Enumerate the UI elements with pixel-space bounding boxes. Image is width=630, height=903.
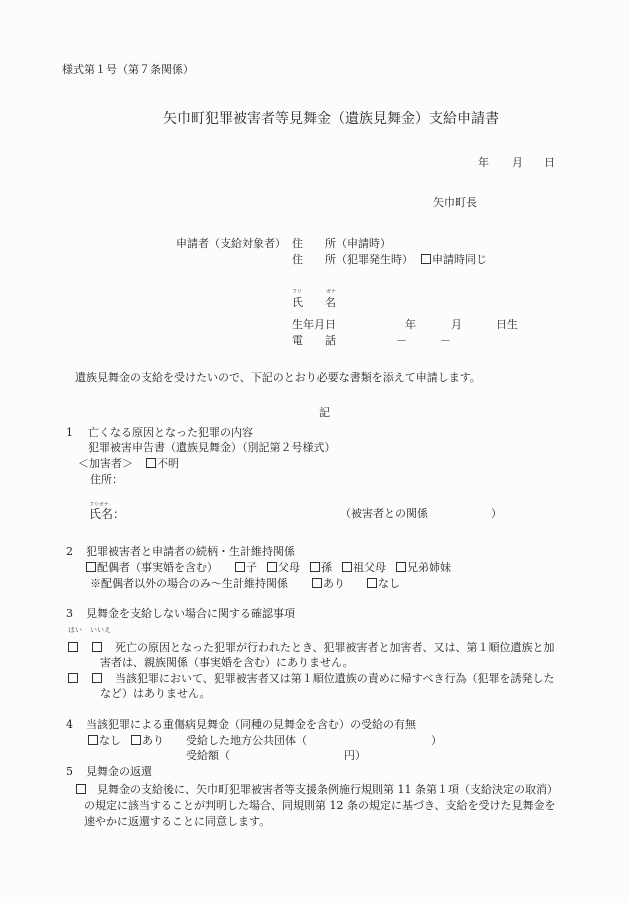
parents-label: 父母	[278, 561, 300, 574]
confirm-item-1-line-2: 害者は、親族関係（事実婚を含む）にありません。	[100, 656, 354, 669]
relationship-option-grandchild[interactable]	[310, 561, 332, 574]
perpetrator-unknown-label: 不明	[157, 457, 179, 470]
injury-none-option[interactable]	[88, 734, 121, 748]
phone-separator-2: －	[440, 334, 451, 347]
relationship-option-child[interactable]	[235, 561, 257, 574]
livelihood-yes-label: あり	[323, 577, 345, 590]
date-year-label: 年	[478, 156, 489, 169]
injury-none-label: なし	[99, 734, 121, 747]
birthdate-label: 生年月日	[292, 318, 336, 331]
perpetrator-unknown-option[interactable]	[146, 457, 179, 471]
address-current-label-2: 所（申請時）	[325, 237, 391, 250]
siblings-label: 兄弟姉妹	[407, 561, 451, 574]
confirm-item-1-no-checkbox-wrap[interactable]	[92, 641, 103, 655]
spouse-label: 配偶者（事実婚を含む）	[97, 561, 218, 574]
applicant-name-label-1: 氏	[292, 296, 303, 309]
form-number: 様式第１号（第７条関係）	[62, 63, 194, 76]
org-label: 受給した地方公共団体（	[186, 734, 307, 747]
relationship-option-spouse[interactable]	[86, 561, 218, 574]
spouse-checkbox[interactable]	[86, 562, 96, 572]
injury-exists-option[interactable]	[131, 734, 164, 748]
refund-consent-checkbox[interactable]	[76, 784, 86, 794]
name-ruby-1: フリ	[292, 289, 302, 295]
section-4-number: 4	[66, 718, 73, 731]
section-3-heading: 見舞金を支給しない場合に関する確認事項	[86, 607, 295, 620]
relation-label: （被害者との関係	[340, 507, 428, 520]
birth-year-label: 年	[405, 318, 416, 331]
perpetrator-label: ＜加害者＞	[78, 457, 133, 470]
phone-label-2: 話	[325, 334, 336, 347]
confirm-item-2-line-1: 当該犯罪において、犯罪被害者又は第１順位遺族の責めに帰すべき行為（犯罪を誘発した	[115, 672, 555, 685]
same-as-application-label: 申請時同じ	[432, 253, 487, 266]
confirm-item-2-no-checkbox[interactable]	[92, 673, 102, 683]
page-title: 矢巾町犯罪被害者等見舞金（遺族見舞金）支給申請書	[163, 111, 499, 127]
livelihood-no-label: なし	[378, 577, 400, 590]
amount-unit: 円）	[344, 749, 366, 762]
grandchild-label: 孫	[321, 561, 332, 574]
same-as-application-checkbox[interactable]	[421, 254, 431, 264]
relationship-option-parents[interactable]	[267, 561, 300, 574]
address-current-label-1: 住	[292, 237, 303, 250]
grandparents-label: 祖父母	[353, 561, 386, 574]
section-2-heading: 犯罪被害者と申請者の続柄・生計維持関係	[86, 545, 295, 558]
injury-exists-label: あり	[142, 734, 164, 747]
relationship-options	[86, 561, 451, 575]
perpetrator-name-label: 氏名：	[89, 507, 126, 521]
section-1-document: 犯罪被害申告書（遺族見舞金）（別記第２号様式）	[88, 441, 336, 454]
relationship-option-siblings[interactable]	[396, 561, 451, 574]
intro-text: 遺族見舞金の支給を受けたいので、下記のとおり必要な書類を添えて申請します。	[75, 371, 481, 384]
perpetrator-name-ruby: フリガナ	[89, 502, 109, 508]
relation-close: ）	[491, 507, 502, 520]
birth-month-label: 月	[451, 318, 462, 331]
confirm-item-2-no-checkbox-wrap[interactable]	[92, 672, 103, 686]
section-4-heading: 当該犯罪による重傷病見舞金（同種の見舞金を含む）の受給の有無	[86, 718, 416, 731]
section-5-number: 5	[66, 765, 73, 778]
section-1-number: 1	[66, 426, 73, 439]
perpetrator-unknown-checkbox[interactable]	[146, 458, 156, 468]
amount-label: 受給額（	[186, 749, 230, 762]
grandparents-checkbox[interactable]	[342, 562, 352, 572]
address-crime-label-1: 住	[292, 253, 303, 266]
livelihood-note: ※配偶者以外の場合のみ～生計維持関係	[90, 577, 288, 590]
confirm-item-2-line-2: など）はありません。	[100, 687, 211, 700]
confirm-item-1-yes-checkbox-wrap[interactable]	[68, 641, 79, 655]
confirm-item-2-yes-checkbox[interactable]	[68, 673, 78, 683]
refund-line-2: の規定に該当することが判明した場合、同規則第 12 条の規定に基づき、支給を受けた見舞金を	[84, 799, 556, 812]
date-month-label: 月	[512, 156, 523, 169]
livelihood-no-option[interactable]	[367, 577, 400, 591]
confirm-item-1-line-1: 死亡の原因となった犯罪が行われたとき、犯罪被害者と加害者、又は、第１順位遺族と加	[115, 641, 555, 654]
child-label: 子	[246, 561, 257, 574]
refund-line-3: 速やかに返還することに同意します。	[84, 815, 271, 828]
addressee: 矢巾町長	[433, 196, 477, 209]
section-3-number: 3	[66, 607, 73, 620]
livelihood-yes-checkbox[interactable]	[312, 578, 322, 588]
section-5-heading: 見舞金の返還	[86, 765, 152, 778]
date-day-label: 日	[544, 156, 555, 169]
address-crime-label-2: 所（犯罪発生時）	[325, 253, 413, 266]
phone-label-1: 電	[292, 334, 303, 347]
livelihood-yes-option[interactable]	[312, 577, 345, 591]
confirm-item-1-no-checkbox[interactable]	[92, 642, 102, 652]
injury-none-checkbox[interactable]	[88, 735, 98, 745]
child-checkbox[interactable]	[235, 562, 245, 572]
refund-consent-checkbox-wrap[interactable]	[76, 783, 87, 797]
birth-day-label: 日生	[496, 318, 518, 331]
refund-line-1: 見舞金の支給後に、矢巾町犯罪被害者等支援条例施行規則第 11 条第１項（支給決定の取消）	[97, 783, 558, 796]
section-1-heading: 亡くなる原因となった犯罪の内容	[88, 426, 253, 439]
phone-separator-1: －	[396, 334, 407, 347]
livelihood-no-checkbox[interactable]	[367, 578, 377, 588]
parents-checkbox[interactable]	[267, 562, 277, 572]
name-ruby-2: ガナ	[326, 289, 337, 295]
same-as-application-option[interactable]	[421, 253, 487, 267]
perpetrator-address-label: 住所：	[90, 473, 123, 486]
confirm-item-1-yes-checkbox[interactable]	[68, 642, 78, 652]
ki-heading: 記	[319, 406, 330, 419]
relationship-option-grandparents[interactable]	[342, 561, 386, 574]
applicant-name-label-2: 名	[325, 296, 336, 309]
confirm-item-2-yes-checkbox-wrap[interactable]	[68, 672, 79, 686]
column-no-label: いいえ	[90, 626, 111, 634]
applicant-label: 申請者（支給対象者）	[176, 237, 286, 250]
grandchild-checkbox[interactable]	[310, 562, 320, 572]
siblings-checkbox[interactable]	[396, 562, 406, 572]
section-2-number: 2	[66, 545, 73, 558]
org-close: ）	[431, 734, 442, 747]
column-yes-label: はい	[68, 626, 82, 634]
injury-exists-checkbox[interactable]	[131, 735, 141, 745]
